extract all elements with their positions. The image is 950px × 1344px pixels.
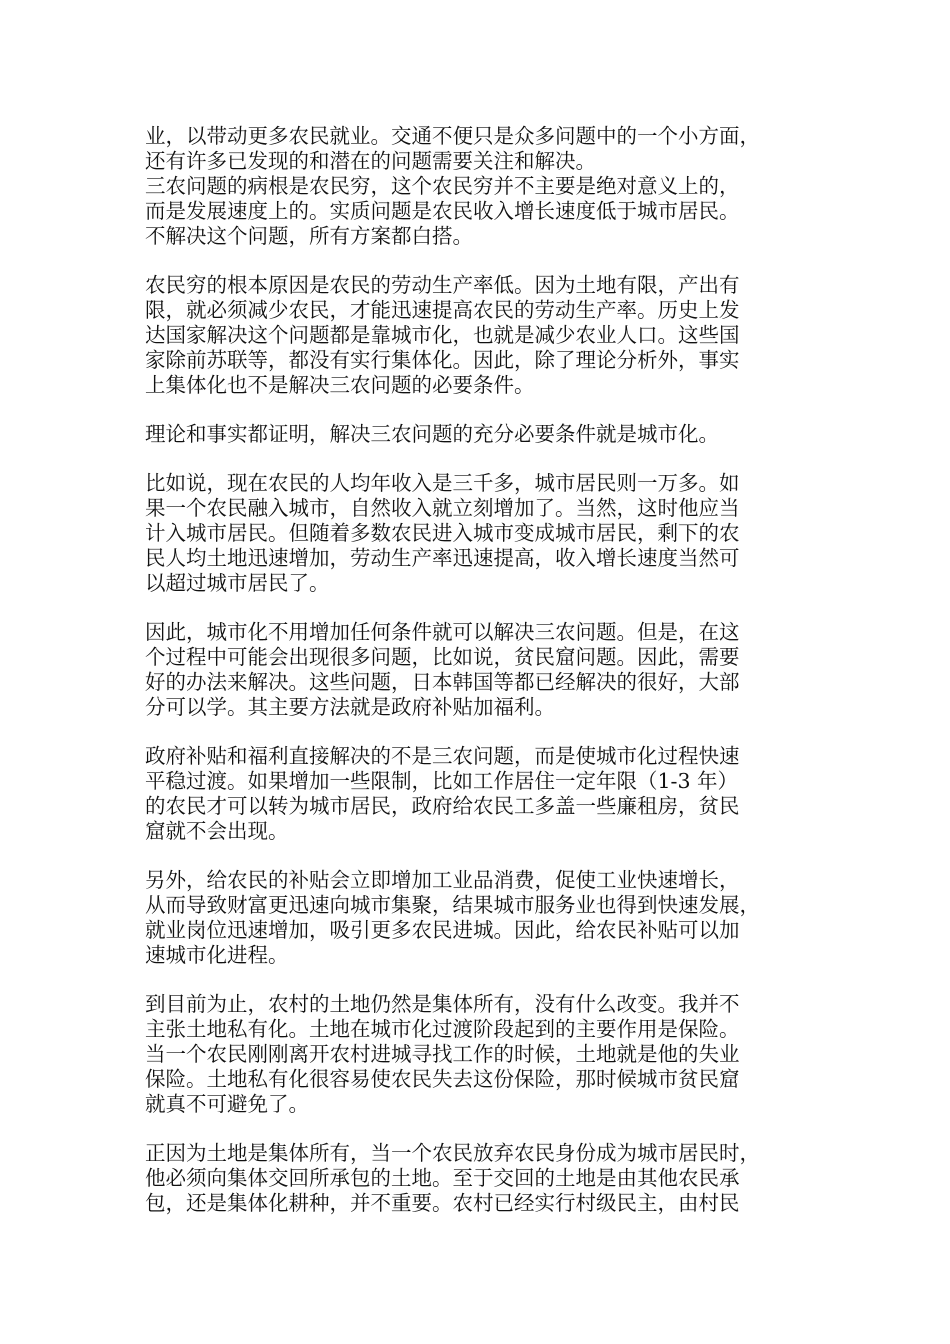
text-line: 果一个农民融入城市，自然收入就立刻增加了。当然，这时他应当: [145, 496, 740, 520]
paragraph: [145, 471, 815, 596]
text-line: 另外，给农民的补贴会立即增加工业品消费，促使工业快速增长，: [145, 868, 740, 892]
paragraph-gap: [145, 447, 815, 471]
text-line: 达国家解决这个问题都是靠城市化，也就是减少农业人口。这些国: [145, 323, 740, 347]
text-line: 平稳过渡。如果增加一些限制，比如工作居住一定年限（1-3 年）: [145, 769, 739, 793]
text-line: 好的办法来解决。这些问题，日本韩国等都已经解决的很好，大部: [145, 670, 740, 694]
paragraph-gap: [145, 720, 815, 744]
text-line: 当一个农民刚刚离开农村进城寻找工作的时候，土地就是他的失业: [145, 1042, 740, 1066]
text-line: 以超过城市居民了。: [145, 571, 330, 595]
paragraph: [145, 422, 815, 447]
text-line: 家除前苏联等，都没有实行集体化。因此，除了理论分析外，事实: [145, 348, 740, 372]
text-line: 民人均土地迅速增加，劳动生产率迅速提高，收入增长速度当然可: [145, 546, 740, 570]
text-line: 他必须向集体交回所承包的土地。至于交回的土地是由其他农民承: [145, 1166, 740, 1190]
text-line: 政府补贴和福利直接解决的不是三农问题，而是使城市化过程快速: [145, 744, 740, 768]
paragraph-gap: [145, 249, 815, 273]
text-line: 主张土地私有化。土地在城市化过渡阶段起到的主要作用是保险。: [145, 1017, 740, 1041]
text-line: 业，以带动更多农民就业。交通不便只是众多问题中的一个小方面，: [145, 124, 760, 148]
text-line: 从而导致财富更迅速向城市集聚，结果城市服务业也得到快速发展，: [145, 893, 760, 917]
text-line: 包，还是集体化耕种，并不重要。农村已经实行村级民主，由村民: [145, 1191, 740, 1215]
text-line: 的农民才可以转为城市居民，政府给农民工多盖一些廉租房，贫民: [145, 794, 740, 818]
text-line: 比如说，现在农民的人均年收入是三千多，城市居民则一万多。如: [145, 471, 740, 495]
paragraph-gap: [145, 844, 815, 868]
text-line: 农民穷的根本原因是农民的劳动生产率低。因为土地有限，产出有: [145, 273, 740, 297]
text-line: 限，就必须减少农民，才能迅速提高农民的劳动生产率。历史上发: [145, 298, 740, 322]
text-line: 计入城市居民。但随着多数农民进入城市变成城市居民，剩下的农: [145, 521, 740, 545]
text-line: 上集体化也不是解决三农问题的必要条件。: [145, 373, 535, 397]
text-line: 到目前为止，农村的土地仍然是集体所有，没有什么改变。我并不: [145, 992, 740, 1016]
text-line: 速城市化进程。: [145, 943, 289, 967]
text-line: 三农问题的病根是农民穷，这个农民穷并不主要是绝对意义上的，: [145, 174, 740, 198]
paragraph-gap: [145, 968, 815, 992]
text-line: 分可以学。其主要方法就是政府补贴加福利。: [145, 695, 555, 719]
document-body: [145, 124, 815, 1216]
paragraph: [145, 620, 815, 720]
text-line: 个过程中可能会出现很多问题，比如说，贫民窟问题。因此，需要: [145, 645, 740, 669]
text-line: 就真不可避免了。: [145, 1092, 309, 1116]
text-line: 还有许多已发现的和潜在的问题需要关注和解决。: [145, 149, 596, 173]
text-line: 而是发展速度上的。实质问题是农民收入增长速度低于城市居民。: [145, 199, 740, 223]
text-line: 保险。土地私有化很容易使农民失去这份保险，那时候城市贫民窟: [145, 1067, 740, 1091]
paragraph-gap: [145, 398, 815, 422]
paragraph-gap: [145, 1117, 815, 1141]
paragraph: [145, 273, 815, 398]
text-line: 因此，城市化不用增加任何条件就可以解决三农问题。但是，在这: [145, 620, 740, 644]
paragraph: [145, 992, 815, 1117]
paragraph: [145, 1141, 815, 1216]
text-line: 理论和事实都证明，解决三农问题的充分必要条件就是城市化。: [145, 422, 719, 446]
text-line: 不解决这个问题，所有方案都白搭。: [145, 224, 473, 248]
text-line: 窟就不会出现。: [145, 819, 289, 843]
paragraph: [145, 868, 815, 968]
paragraph: [145, 124, 815, 249]
text-line: 就业岗位迅速增加，吸引更多农民进城。因此，给农民补贴可以加: [145, 918, 740, 942]
text-line: 正因为土地是集体所有，当一个农民放弃农民身份成为城市居民时，: [145, 1141, 760, 1165]
paragraph-gap: [145, 596, 815, 620]
paragraph: [145, 744, 815, 844]
